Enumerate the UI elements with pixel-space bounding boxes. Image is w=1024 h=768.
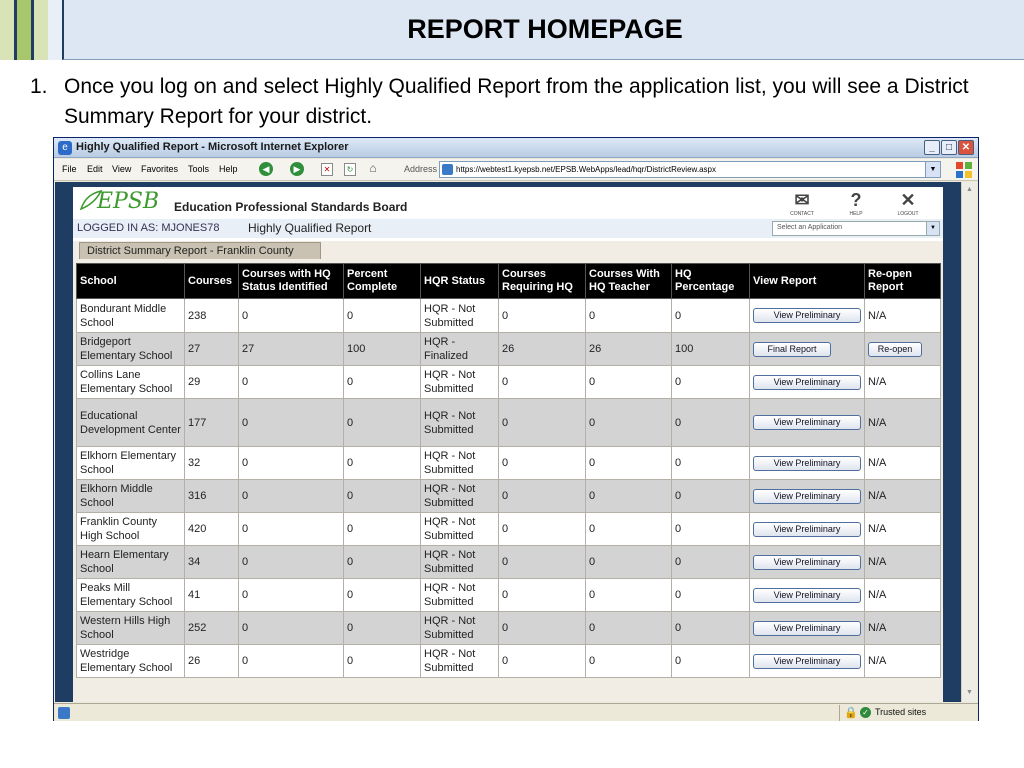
home-icon[interactable]: ⌂ <box>369 161 377 175</box>
menu-view[interactable]: View <box>112 164 132 174</box>
minimize-button[interactable]: _ <box>924 140 940 155</box>
cell-requiring: 0 <box>499 645 586 678</box>
cell-reopen: N/A <box>865 612 941 645</box>
cell-courses: 420 <box>185 513 239 546</box>
column-header: Re-open Report <box>865 264 941 299</box>
browser-window <box>53 137 979 721</box>
cell-reopen: N/A <box>865 480 941 513</box>
cell-reopen: N/A <box>865 513 941 546</box>
step-text: Once you log on and select Highly Qualified Report from the application list, you will see a District Summary Report for your district. <box>64 75 969 128</box>
cell-status: HQR - Not Submitted <box>421 645 499 678</box>
back-icon[interactable]: ◀ <box>259 162 273 176</box>
vertical-scrollbar[interactable] <box>961 182 977 702</box>
close-button[interactable]: ✕ <box>958 140 974 155</box>
cell-reopen: N/A <box>865 299 941 333</box>
cell-hq-pct: 0 <box>672 645 750 678</box>
cell-hq-identified: 0 <box>239 480 344 513</box>
address-url: https://webtest1.kyepsb.net/EPSB.WebApps/lead/hqr/DistrictReview.aspx <box>456 165 716 174</box>
title-band <box>62 0 1024 60</box>
cell-school: Elkhorn Middle School <box>77 480 185 513</box>
cell-with-teacher: 0 <box>586 513 672 546</box>
page-content <box>55 182 961 702</box>
menu-tools[interactable]: Tools <box>188 164 210 174</box>
login-bar <box>73 219 943 238</box>
cell-status: HQR - Not Submitted <box>421 546 499 579</box>
column-header: Courses With HQ Teacher <box>586 264 672 299</box>
cell-hq-pct: 0 <box>672 399 750 447</box>
cell-courses: 26 <box>185 645 239 678</box>
cell-view-report <box>750 645 865 678</box>
cell-requiring: 0 <box>499 513 586 546</box>
cell-hq-pct: 0 <box>672 546 750 579</box>
board-name: Education Professional Standards Board <box>174 200 408 214</box>
address-dropdown-icon[interactable]: ▼ <box>925 162 940 177</box>
cell-school: Peaks Mill Elementary School <box>77 579 185 612</box>
cell-school: Westridge Elementary School <box>77 645 185 678</box>
view-preliminary-button[interactable]: View Preliminary <box>753 621 861 636</box>
table-row <box>77 480 941 513</box>
cell-status: HQR - Not Submitted <box>421 447 499 480</box>
cell-hq-pct: 0 <box>672 579 750 612</box>
application-name: Highly Qualified Report <box>248 221 372 235</box>
cell-courses: 32 <box>185 447 239 480</box>
address-input[interactable] <box>439 161 941 178</box>
cell-reopen <box>865 333 941 366</box>
cell-hq-pct: 0 <box>672 447 750 480</box>
tab-district-summary[interactable]: District Summary Report - Franklin County <box>79 242 321 259</box>
cell-status: HQR - Not Submitted <box>421 513 499 546</box>
cell-requiring: 0 <box>499 546 586 579</box>
cell-with-teacher: 0 <box>586 645 672 678</box>
stop-icon[interactable]: ✕ <box>321 163 333 176</box>
cell-status: HQR - Finalized <box>421 333 499 366</box>
cell-requiring: 0 <box>499 447 586 480</box>
cell-hq-identified: 0 <box>239 513 344 546</box>
window-title: Highly Qualified Report - Microsoft Internet Explorer <box>76 141 349 153</box>
step-number: 1. <box>30 75 48 98</box>
cell-hq-identified: 0 <box>239 366 344 399</box>
cell-view-report <box>750 299 865 333</box>
column-header: Courses <box>185 264 239 299</box>
cell-status: HQR - Not Submitted <box>421 299 499 333</box>
windows-logo-icon <box>954 160 974 180</box>
view-preliminary-button[interactable]: View Preliminary <box>753 456 861 471</box>
cell-reopen: N/A <box>865 366 941 399</box>
cell-school: Bondurant Middle School <box>77 299 185 333</box>
column-header: Courses Requiring HQ <box>499 264 586 299</box>
cell-view-report <box>750 513 865 546</box>
cell-hq-identified: 0 <box>239 612 344 645</box>
cell-hq-identified: 27 <box>239 333 344 366</box>
cell-percent: 0 <box>344 546 421 579</box>
tab-strip <box>73 241 943 259</box>
cell-hq-pct: 0 <box>672 513 750 546</box>
cell-percent: 0 <box>344 513 421 546</box>
page-title: REPORT HOMEPAGE <box>407 14 683 44</box>
district-summary-table <box>76 263 941 678</box>
cell-percent: 0 <box>344 447 421 480</box>
table-row <box>77 447 941 480</box>
table-row <box>77 333 941 366</box>
cell-view-report <box>750 579 865 612</box>
cell-hq-pct: 100 <box>672 333 750 366</box>
cell-hq-pct: 0 <box>672 480 750 513</box>
reopen-button[interactable]: Re-open <box>868 342 922 357</box>
cell-with-teacher: 0 <box>586 546 672 579</box>
logout-x-icon: ✕ <box>900 190 916 210</box>
site-header <box>73 187 943 241</box>
cell-reopen: N/A <box>865 579 941 612</box>
cell-requiring: 0 <box>499 579 586 612</box>
cell-with-teacher: 0 <box>586 480 672 513</box>
cell-percent: 0 <box>344 579 421 612</box>
cell-school: Elkhorn Elementary School <box>77 447 185 480</box>
menu-help[interactable]: Help <box>219 164 238 174</box>
cell-with-teacher: 0 <box>586 612 672 645</box>
cell-hq-identified: 0 <box>239 579 344 612</box>
cell-hq-identified: 0 <box>239 546 344 579</box>
cell-percent: 0 <box>344 645 421 678</box>
cell-requiring: 0 <box>499 299 586 333</box>
cell-courses: 316 <box>185 480 239 513</box>
refresh-icon[interactable]: ↻ <box>344 163 356 176</box>
cell-courses: 41 <box>185 579 239 612</box>
cell-percent: 0 <box>344 480 421 513</box>
trusted-check-icon: ✓ <box>860 707 871 718</box>
contact-link[interactable]: ✉ CONTACT <box>782 191 822 217</box>
logout-link[interactable]: ✕ LOGOUT <box>888 191 928 217</box>
cell-courses: 29 <box>185 366 239 399</box>
help-link[interactable]: ? HELP <box>836 191 876 217</box>
cell-requiring: 26 <box>499 333 586 366</box>
logged-in-user: LOGGED IN AS: MJONES78 <box>77 222 220 234</box>
table-row <box>77 399 941 447</box>
cell-view-report <box>750 546 865 579</box>
epsb-logo[interactable]: EPSB <box>97 189 160 214</box>
cell-courses: 34 <box>185 546 239 579</box>
column-header: Courses with HQ Status Identified <box>239 264 344 299</box>
cell-reopen: N/A <box>865 645 941 678</box>
cell-with-teacher: 0 <box>586 299 672 333</box>
slide-header <box>0 0 1024 60</box>
cell-with-teacher: 0 <box>586 447 672 480</box>
cell-reopen: N/A <box>865 447 941 480</box>
view-preliminary-button[interactable]: View Preliminary <box>753 489 861 504</box>
cell-status: HQR - Not Submitted <box>421 480 499 513</box>
table-row <box>77 645 941 678</box>
cell-school: Collins Lane Elementary School <box>77 366 185 399</box>
cell-hq-identified: 0 <box>239 645 344 678</box>
table-row <box>77 546 941 579</box>
menu-favorites[interactable]: Favorites <box>141 164 179 174</box>
cell-hq-pct: 0 <box>672 366 750 399</box>
view-preliminary-button[interactable]: View Preliminary <box>753 555 861 570</box>
cell-view-report <box>750 612 865 645</box>
cell-percent: 0 <box>344 366 421 399</box>
cell-courses: 238 <box>185 299 239 333</box>
cell-view-report <box>750 333 865 366</box>
table-header-row <box>77 264 941 299</box>
cell-percent: 0 <box>344 399 421 447</box>
cell-hq-pct: 0 <box>672 612 750 645</box>
menu-toolbar <box>54 159 978 181</box>
report-panel <box>73 259 943 702</box>
decorative-stripes <box>0 0 62 60</box>
cell-percent: 0 <box>344 299 421 333</box>
cell-school: Franklin County High School <box>77 513 185 546</box>
ie-icon: e <box>58 141 72 155</box>
cell-status: HQR - Not Submitted <box>421 612 499 645</box>
status-bar <box>54 703 978 721</box>
table-row <box>77 579 941 612</box>
cell-courses: 177 <box>185 399 239 447</box>
column-header: HQR Status <box>421 264 499 299</box>
cell-with-teacher: 26 <box>586 333 672 366</box>
page-status-icon <box>58 707 70 719</box>
cell-view-report <box>750 399 865 447</box>
column-header: HQ Percentage <box>672 264 750 299</box>
menu-edit[interactable]: Edit <box>87 164 103 174</box>
cell-view-report <box>750 366 865 399</box>
cell-status: HQR - Not Submitted <box>421 399 499 447</box>
forward-icon[interactable]: ▶ <box>290 162 304 176</box>
chevron-down-icon[interactable]: ▼ <box>926 222 939 235</box>
cell-view-report <box>750 480 865 513</box>
cell-school: Western Hills High School <box>77 612 185 645</box>
view-preliminary-button[interactable]: View Preliminary <box>753 375 861 390</box>
envelope-icon: ✉ <box>794 190 810 210</box>
cell-status: HQR - Not Submitted <box>421 579 499 612</box>
table-row <box>77 299 941 333</box>
cell-with-teacher: 0 <box>586 399 672 447</box>
cell-hq-identified: 0 <box>239 447 344 480</box>
column-header: Percent Complete <box>344 264 421 299</box>
scroll-down-icon[interactable]: ▼ <box>966 689 973 696</box>
cell-percent: 0 <box>344 612 421 645</box>
menu-file[interactable]: File <box>62 164 77 174</box>
cell-with-teacher: 0 <box>586 579 672 612</box>
address-label: Address <box>404 164 438 174</box>
cell-percent: 100 <box>344 333 421 366</box>
application-select[interactable]: Select an Application ▼ <box>772 221 940 236</box>
final-report-button[interactable]: Final Report <box>753 342 831 357</box>
cell-requiring: 0 <box>499 366 586 399</box>
security-zone: Trusted sites <box>875 707 927 717</box>
lock-icon[interactable]: 🔒 <box>844 707 858 719</box>
column-header: School <box>77 264 185 299</box>
cell-hq-pct: 0 <box>672 299 750 333</box>
view-preliminary-button[interactable]: View Preliminary <box>753 308 861 323</box>
cell-school: Bridgeport Elementary School <box>77 333 185 366</box>
cell-hq-identified: 0 <box>239 299 344 333</box>
view-preliminary-button[interactable]: View Preliminary <box>753 588 861 603</box>
cell-with-teacher: 0 <box>586 366 672 399</box>
scroll-up-icon[interactable]: ▲ <box>966 186 973 193</box>
table-row <box>77 366 941 399</box>
view-preliminary-button[interactable]: View Preliminary <box>753 654 861 669</box>
cell-reopen: N/A <box>865 546 941 579</box>
window-titlebar[interactable] <box>54 138 978 158</box>
page-icon <box>442 164 453 175</box>
maximize-button[interactable]: □ <box>941 140 957 155</box>
cell-hq-identified: 0 <box>239 399 344 447</box>
view-preliminary-button[interactable]: View Preliminary <box>753 415 861 430</box>
cell-view-report <box>750 447 865 480</box>
cell-school: Educational Development Center <box>77 399 185 447</box>
cell-requiring: 0 <box>499 399 586 447</box>
cell-reopen: N/A <box>865 399 941 447</box>
cell-school: Hearn Elementary School <box>77 546 185 579</box>
column-header: View Report <box>750 264 865 299</box>
cell-requiring: 0 <box>499 480 586 513</box>
cell-courses: 252 <box>185 612 239 645</box>
cell-courses: 27 <box>185 333 239 366</box>
view-preliminary-button[interactable]: View Preliminary <box>753 522 861 537</box>
cell-status: HQR - Not Submitted <box>421 366 499 399</box>
question-icon: ? <box>850 190 862 210</box>
table-row <box>77 612 941 645</box>
table-row <box>77 513 941 546</box>
cell-requiring: 0 <box>499 612 586 645</box>
